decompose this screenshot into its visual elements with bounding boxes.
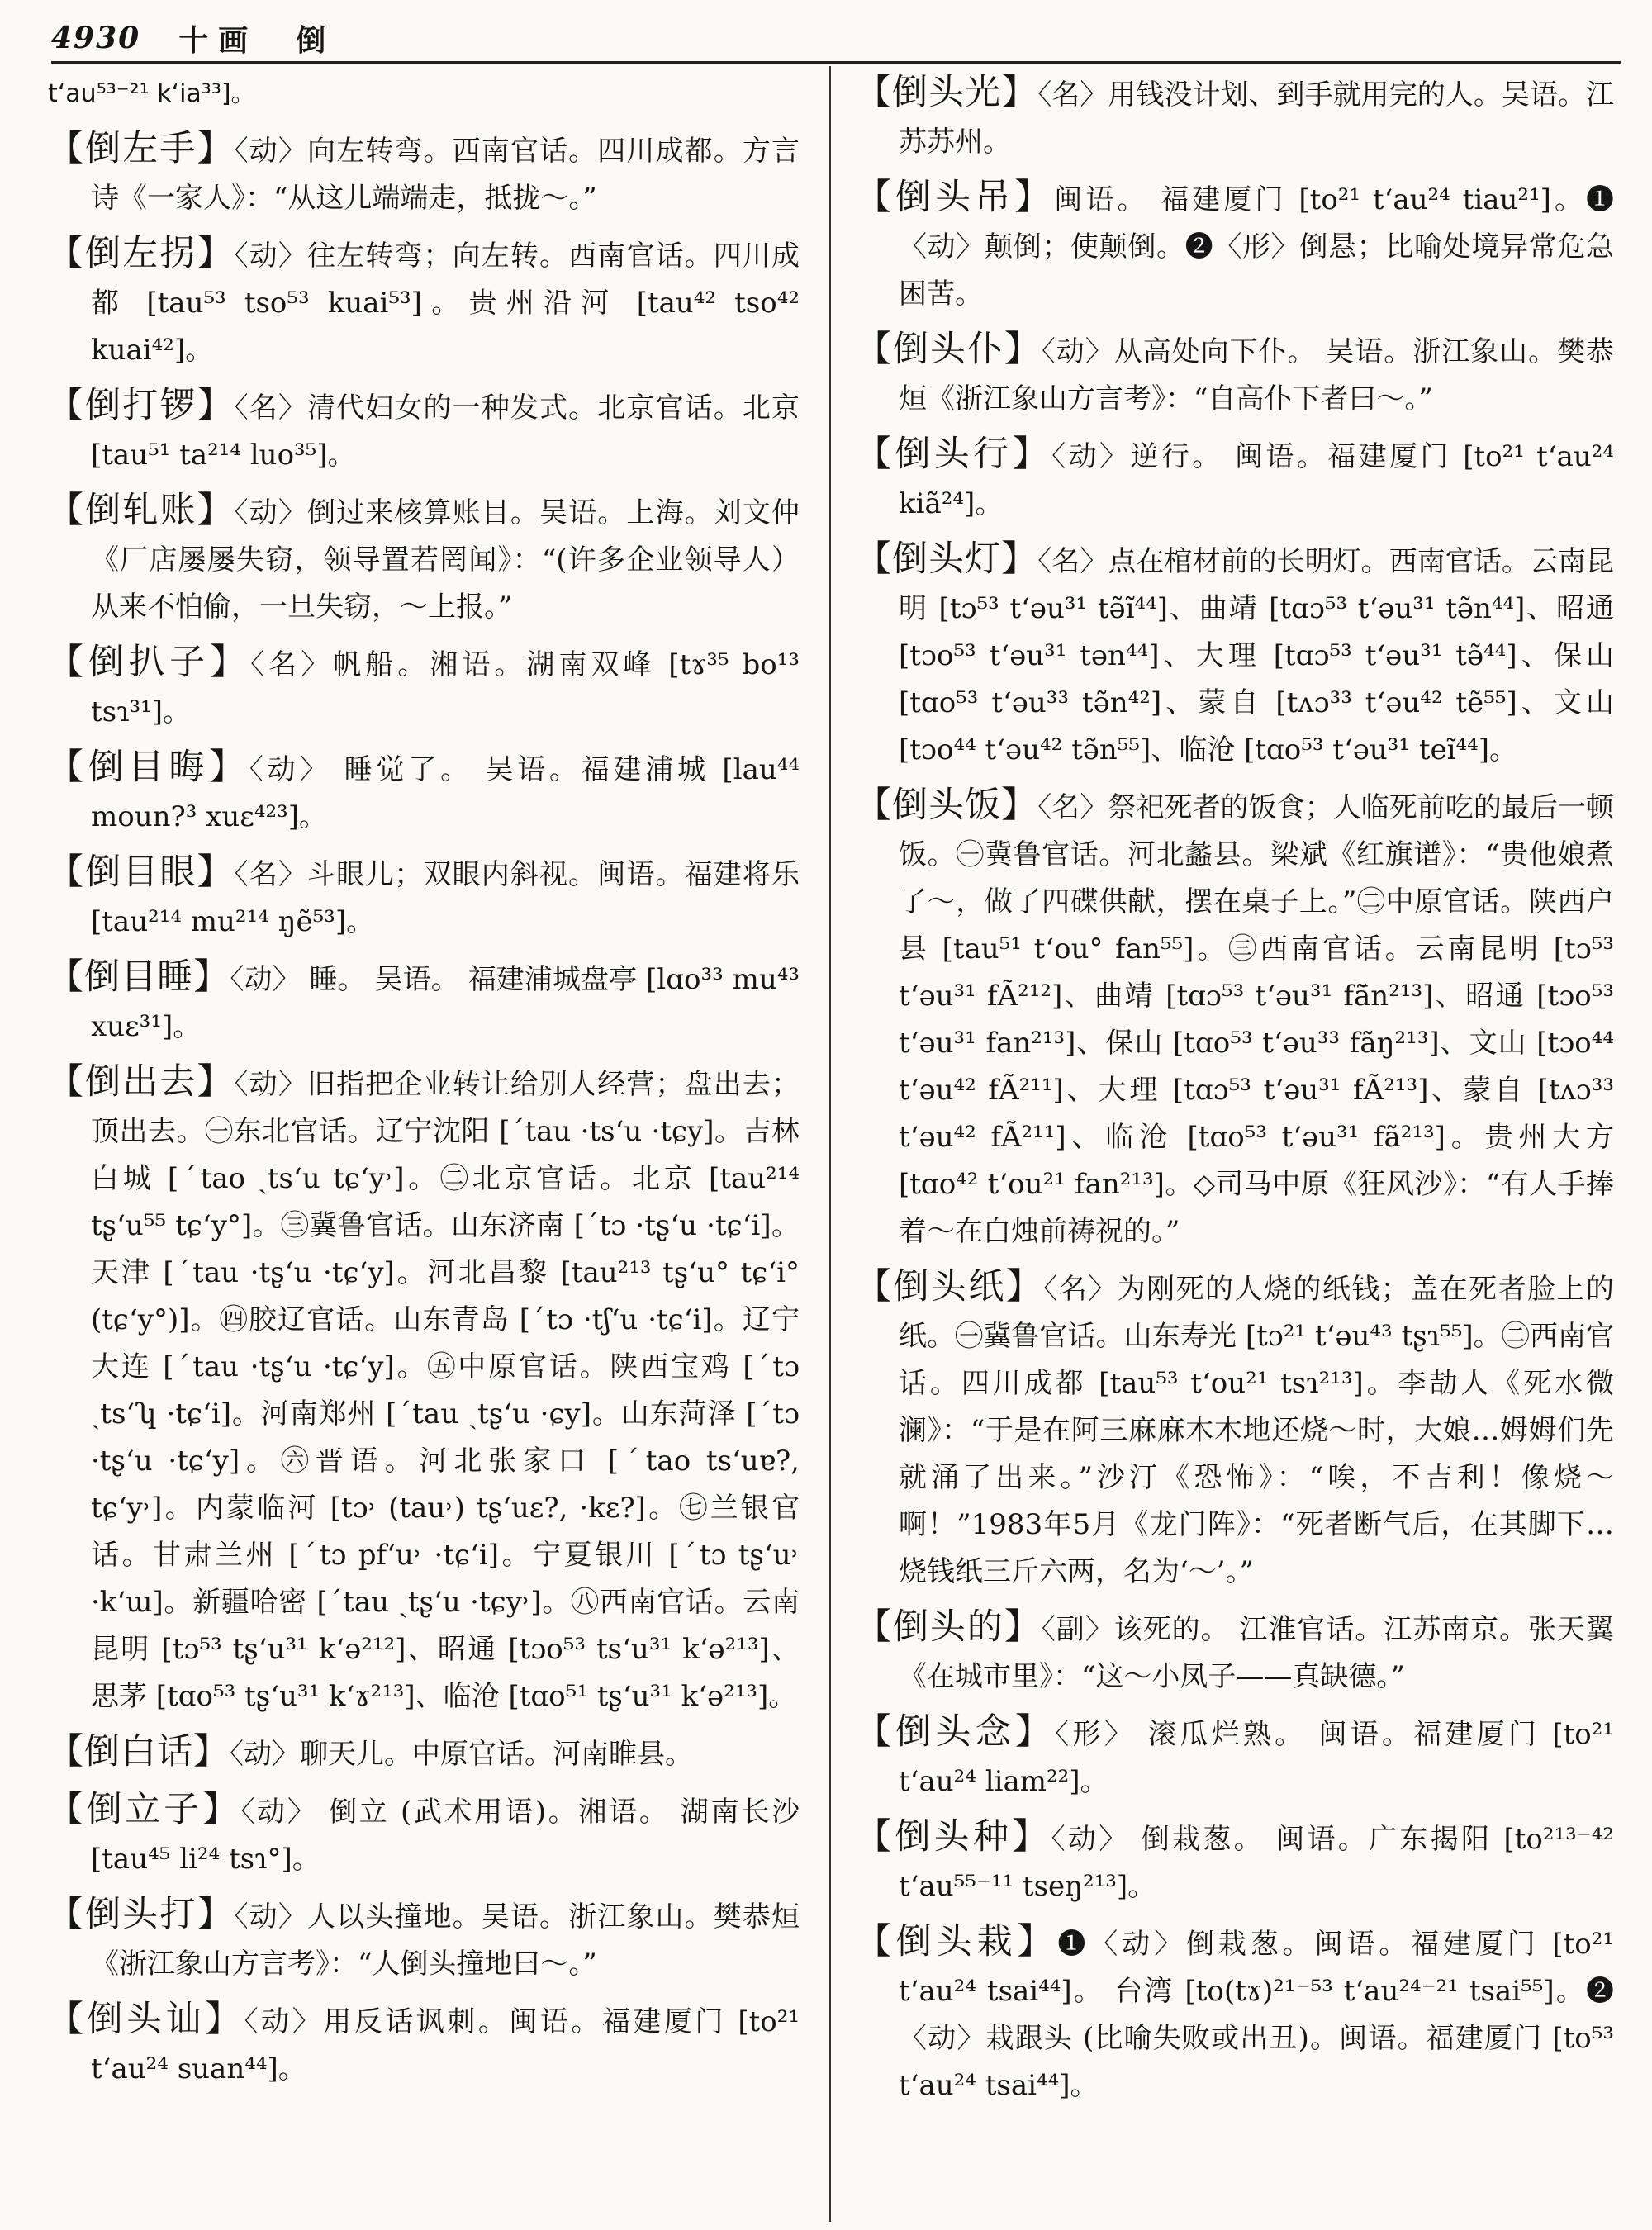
entry-headword: 【倒头仆】	[856, 329, 1042, 370]
entry-definition: 〈动〉聊天儿。中原官话。河南睢县。	[230, 1738, 693, 1771]
entry-definition: 〈动〉 睡。 吴语。 福建浦城盘亭 [lɑo³³ mu⁴³ xuɛ³¹]。	[91, 963, 800, 1043]
entry-definition: 〈名〉点在棺材前的长明灯。西南官话。云南昆明 [tɔ⁵³ t‘əu³¹ tə̃ĩ⁴⁴]、曲靖 [tɑɔ⁵³ t‘əu³¹ tə̃n⁴⁴]、昭通 [tɔo⁵³ t‘əu³¹ tən⁴⁴]、大理 [tɑɔ⁵³ t‘əu³¹ tə̃⁴⁴]、保山 [tɑo⁵³ t‘əu³³ tə̃n⁴²]、蒙自 [tʌɔ³³ t‘əu⁴² tẽ⁵⁵]、文山 [tɔo⁴⁴ t‘əu⁴² tə̃n⁵⁵]、临沧 [tɑo⁵³ t‘əu³¹ teĩ⁴⁴]。	[899, 545, 1615, 766]
right-column	[856, 69, 1614, 2118]
entry-headword: 【倒左拐】	[48, 233, 235, 274]
left-column	[48, 69, 800, 2101]
entry-definition: 〈动〉人以头撞地。吴语。浙江象山。樊恭烜《浙江象山方言考》：“人倒头撞地曰～。”	[91, 1900, 800, 1981]
dictionary-entry	[48, 1891, 800, 1988]
dictionary-entry	[856, 1264, 1614, 1596]
dictionary-entry	[48, 1729, 800, 1778]
entry-headword: 【倒头念】	[856, 1711, 1056, 1753]
header-character: 倒	[296, 22, 336, 58]
entry-headword: 【倒出去】	[48, 1061, 235, 1103]
dictionary-entry	[856, 782, 1614, 1255]
section-label: 十画	[178, 22, 259, 58]
entry-headword: 【倒头纸】	[856, 1266, 1044, 1307]
entry-headword: 【倒立子】	[48, 1789, 241, 1830]
entry-headword: 【倒白话】	[48, 1731, 230, 1772]
dictionary-entry	[48, 126, 800, 222]
entry-headword: 【倒头行】	[856, 434, 1052, 475]
entry-definition: 〈动〉向左转弯。西南官话。四川成都。方言诗《一家人》：“从这儿端端走，抵拢～。”	[91, 135, 800, 215]
dictionary-entry	[48, 639, 800, 736]
entry-definition: ❶〈动〉倒栽葱。闽语。福建厦门 [to²¹ t‘au²⁴ tsai⁴⁴]。 台湾 [to(tɤ)²¹⁻⁵³ t‘au²⁴⁻²¹ tsai⁵⁵]。❷〈动〉栽跟头 (比喻失败或出丑)。闽语。福建厦门 [to⁵³ t‘au²⁴ tsai⁴⁴]。	[899, 1928, 1615, 2102]
header-rule	[51, 61, 1621, 64]
dictionary-entry	[48, 1996, 800, 2093]
entry-headword: 【倒目睡】	[48, 956, 230, 998]
entry-definition: 〈动〉用反话讽刺。闽语。福建厦门 [to²¹ t‘au²⁴ suan⁴⁴]。	[91, 2005, 800, 2085]
dictionary-entry	[856, 1814, 1614, 1910]
dictionary-entry	[48, 230, 800, 374]
entry-headword: 【倒头吊】	[856, 177, 1055, 218]
dictionary-entry	[48, 382, 800, 479]
dictionary-entry	[856, 1919, 1614, 2109]
entry-headword: 【倒扒子】	[48, 642, 251, 683]
entry-definition: 〈动〉倒过来核算账目。吴语。上海。刘文仲《厂店屡屡失窃，领导置若罔闻》：“(许多企业领导人）从来不怕偷，一旦失窃，～上报。”	[91, 496, 800, 624]
entry-definition: 〈动〉 倒栽葱。 闽语。广东揭阳 [to²¹³⁻⁴² t‘au⁵⁵⁻¹¹ tseŋ²¹³]。	[899, 1823, 1614, 1903]
entry-definition: 〈动〉逆行。 闽语。福建厦门 [to²¹ t‘au²⁴ kiã²⁴]。	[899, 440, 1615, 520]
entry-headword: 【倒头讪】	[48, 1999, 244, 2040]
entry-definition: 〈动〉往左转弯；向左转。西南官话。四川成都 [tau⁵³ tso⁵³ kuai⁵³]。贵州沿河 [tau⁴² tso⁴² kuai⁴²]。	[91, 240, 800, 367]
entry-headword: 【倒头种】	[856, 1816, 1051, 1858]
entry-headword: 【倒头光】	[856, 72, 1038, 113]
entry-definition: 〈动〉 倒立 (武术用语)。湘语。 湖南长沙 [tau⁴⁵ li²⁴ tsɿ°]。	[91, 1796, 800, 1876]
page-number: 4930	[51, 21, 141, 55]
dictionary-entry	[48, 744, 800, 841]
entry-definition: 〈动〉从高处向下仆。 吴语。浙江象山。樊恭烜《浙江象山方言考》：“自高仆下者曰～。”	[899, 335, 1614, 415]
entry-continuation: t‘au⁵³⁻²¹ k‘ia³³]。	[48, 79, 256, 108]
dictionary-entry	[856, 174, 1614, 318]
dictionary-entry	[48, 487, 800, 631]
entry-headword: 【倒轧账】	[48, 490, 235, 531]
dictionary-entry	[48, 1059, 800, 1720]
dictionary-entry	[48, 849, 800, 946]
entry-headword: 【倒左手】	[48, 128, 235, 169]
entry-definition: 〈形〉 滚瓜烂熟。 闽语。福建厦门 [to²¹ t‘au²⁴ liam²²]。	[899, 1718, 1614, 1798]
entry-headword: 【倒头栽】	[856, 1921, 1058, 1962]
entry-headword: 【倒头打】	[48, 1894, 235, 1935]
entry-definition: 〈动〉 睡觉了。 吴语。福建浦城 [lau⁴⁴ moun?³ xuɛ⁴²³]。	[91, 753, 800, 833]
column-divider	[829, 66, 831, 2222]
dictionary-entry	[856, 1604, 1614, 1701]
dictionary-entry	[48, 1786, 800, 1883]
dictionary-entry	[856, 69, 1614, 166]
dictionary-entry	[856, 431, 1614, 528]
dictionary-entry	[856, 1709, 1614, 1805]
entry-definition: 〈名〉为刚死的人烧的纸钱；盖在死者脸上的纸。㊀冀鲁官话。山东寿光 [tɔ²¹ t‘əu⁴³ tʂɿ⁵⁵]。㊁西南官话。四川成都 [tau⁵³ t‘ou²¹ tsɿ²¹³]。李劼人《死水微澜》：“于是在阿三麻麻木木地还烧～时，大娘…姆姆们先就涌了出来。”沙汀《恐怖》：“唉，不吉利！像烧～啊！”1983年5月《龙门阵》：“死者断气后，在其脚下…烧钱纸三斤六两，名为‘～’。”	[899, 1273, 1615, 1588]
entry-headword: 【倒头的】	[856, 1606, 1042, 1648]
entry-headword: 【倒目眼】	[48, 852, 235, 893]
entry-headword: 【倒打锣】	[48, 385, 235, 426]
dictionary-entry	[856, 536, 1614, 774]
entry-headword: 【倒头灯】	[856, 539, 1038, 580]
entry-definition: 〈名〉用钱没计划、到手就用完的人。吴语。江苏苏州。	[899, 78, 1615, 159]
entry-definition: 〈名〉清代妇女的一种发式。北京官话。北京 [tau⁵¹ ta²¹⁴ luo³⁵]。	[91, 391, 800, 472]
entry-headword: 【倒目晦】	[48, 747, 249, 788]
page-header	[51, 18, 1621, 58]
entry-definition: 〈副〉该死的。 江淮官话。江苏南京。张天翼《在城市里》：“这～小凤子——真缺德。”	[899, 1613, 1614, 1693]
entry-definition: 〈名〉斗眼儿；双眼内斜视。闽语。福建将乐 [tau²¹⁴ mu²¹⁴ ŋẽ⁵³]。	[91, 858, 800, 938]
dictionary-entry	[48, 954, 800, 1051]
entry-definition: 闽语。 福建厦门 [to²¹ t‘au²⁴ tiau²¹]。❶〈动〉颠倒；使颠倒。❷〈形〉倒悬；比喻处境异常危急困苦。	[899, 183, 1615, 311]
entry-definition: 〈名〉祭祀死者的饭食；人临死前吃的最后一顿饭。㊀冀鲁官话。河北蠡县。梁斌《红旗谱》：“贵他娘煮了～，做了四碟供献，摆在桌子上。”㊁中原官话。陕西户县 [tau⁵¹ t‘ou° fan⁵⁵]。㊂西南官话。云南昆明 [tɔ⁵³ t‘əu³¹ fÃ²¹²]、曲靖 [tɑɔ⁵³ t‘əu³¹ fã̄n²¹³]、昭通 [tɔo⁵³ t‘əu³¹ fan²¹³]、保山 [tɑo⁵³ t‘əu³³ fãŋ²¹³]、文山 [tɔo⁴⁴ t‘əu⁴² fÃ²¹¹]、大理 [tɑɔ⁵³ t‘əu³¹ fÃ²¹³]、蒙自 [tʌɔ³³ t‘əu⁴² fÃ²¹¹]、临沧 [tɑo⁵³ t‘əu³¹ fã²¹³]。贵州大方 [tɑo⁴² t‘ou²¹ fan²¹³]。◇司马中原《狂风沙》：“有人手捧着～在白烛前祷祝的。”	[899, 791, 1615, 1248]
entry-headword: 【倒头饭】	[856, 785, 1038, 826]
entry-definition: 〈名〉帆船。湘语。湖南双峰 [tɤ³⁵ bo¹³ tsɿ³¹]。	[91, 648, 800, 728]
entry-definition: 〈动〉旧指把企业转让给别人经营；盘出去；顶出去。㊀东北官话。辽宁沈阳 [ˊtau ·ts‘u ·tɕy]。吉林白城 [ˊtao ˏts‘u tɕ‘y˒]。㊁北京官话。北京 [tau²¹⁴ tʂ‘u⁵⁵ tɕ‘y°]。㊂冀鲁官话。山东济南 [ˊtɔ ·tʂ‘u ·tɕ‘i]。天津 [ˊtau ·tʂ‘u ·tɕ‘y]。河北昌黎 [tau²¹³ tʂ‘u° tɕ‘i° (tɕ‘y°)]。㊃胶辽官话。山东青岛 [ˊtɔ ·tʃ‘u ·tɕ‘i]。辽宁大连 [ˊtau ·tʂ‘u ·tɕ‘y]。㊄中原官话。陕西宝鸡 [ˊtɔ ˏts‘ʮ ·tɕ‘i]。河南郑州 [ˊtau ˏtʂ‘u ·ɕy]。山东菏泽 [ˊtɔ ·tʂ‘u ·tɕ‘y]。㊅晋语。河北张家口 [ˊtao ts‘uɐ?, tɕ‘y˒]。内蒙临河 [tɔ˒ (tau˒) tʂ‘uɛ?, ·kɛ?]。㊆兰银官话。甘肃兰州 [ˊtɔ pf‘u˒ ·tɕ‘i]。宁夏银川 [ˊtɔ tʂ‘u˒ ·k‘ɯ]。新疆哈密 [ˊtau ˏtʂ‘u ·tɕy˒]。㊇西南官话。云南昆明 [tɔ⁵³ tʂ‘u³¹ k‘ə²¹²]、昭通 [tɔo⁵³ ts‘u³¹ k‘ə²¹³]、思茅 [tɑo⁵³ tʂ‘u³¹ k‘ɤ²¹³]、临沧 [tɑo⁵¹ tʂ‘u³¹ k‘ə²¹³]。	[91, 1068, 800, 1713]
dictionary-entry	[856, 326, 1614, 423]
